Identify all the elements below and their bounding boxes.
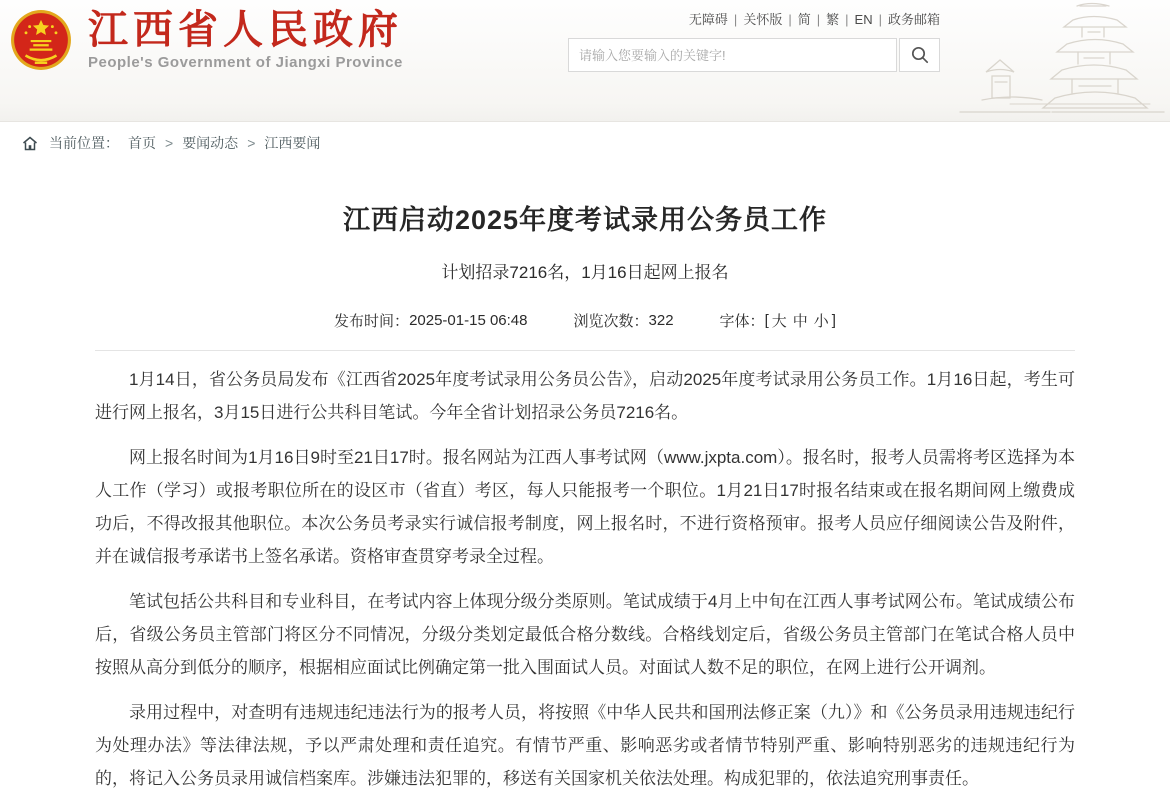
page-subtitle: 计划招录7216名，1月16日起网上报名 <box>441 263 729 282</box>
home-icon <box>22 136 38 151</box>
article-paragraph: 笔试包括公共科目和专业科目，在考试内容上体现分级分类原则。笔试成绩于4月上中旬在江西人事考试网公布。笔试成绩公布后，省级公务员主管部门将区分不同情况，分级分类划定最低合格分数线。合格线划定后，省级公务员主管部门在笔试合格人员中按照从高分到低分的顺序，根据相应面试比例确定第一批入围面试人员。对面试人数不足的职位，在网上进行公开调剂。 <box>95 592 1075 677</box>
breadcrumb-item-home[interactable]: 首页 <box>128 135 156 151</box>
font-size-medium-button[interactable]: 中 <box>790 310 811 331</box>
breadcrumb-item-jiangxi-news: 江西要闻 <box>264 135 321 151</box>
link-separator: | <box>733 12 738 27</box>
article-paragraph: 录用过程中，对查明有违规违纪违法行为的报考人员，将按照《中华人民共和国刑法修正案（九）》和《公务员录用违规违纪行为处理办法》等法律法规，予以严肃处理和责任追究。有情节严重、影响恶劣或者情节特别严重、影响特别恶劣的违规违纪行为的，将记入公务员录用诚信档案库。涉嫌违法犯罪的，移送有关国家机关依法处理。构成犯罪的，依法追究刑事责任。 <box>95 703 1075 788</box>
national-emblem-icon <box>10 9 72 71</box>
font-size-bracket-close: ] <box>831 312 836 329</box>
link-simplified-chinese[interactable]: 简 <box>797 12 811 27</box>
link-care-version[interactable]: 关怀版 <box>743 12 783 27</box>
article-paragraph: 网上报名时间为1月16日9时至21日17时。报名网站为江西人事考试网（www.jxpta.com）。报名时，报考人员需将考区选择为本人工作（学习）或报考职位所在的设区市（省直）考区，每人只能报考一个职位。1月21日17时报名结束或在报名期间网上缴费成功后，不得改报其他职位。本次公务员考录实行诚信报考制度，网上报名时，不进行资格预审。报考人员应仔细阅读公告及附件，并在诚信报考承诺书上签名承诺。资格审查贯穿考录全过程。 <box>95 448 1075 566</box>
font-size-small-button[interactable]: 小 <box>811 310 832 331</box>
link-traditional-chinese[interactable]: 繁 <box>826 12 840 27</box>
views-value: 322 <box>648 312 674 329</box>
font-size-bracket-open: [ <box>764 312 769 329</box>
top-links-nav <box>568 9 940 28</box>
link-separator: | <box>845 12 849 27</box>
publish-time-value: 2025-01-15 06:48 <box>409 312 528 329</box>
site-logo[interactable] <box>10 9 403 71</box>
site-title: 江西省人民政府 <box>88 8 403 52</box>
search-input[interactable] <box>568 38 897 72</box>
breadcrumb-separator: > <box>165 135 174 151</box>
search-button[interactable] <box>899 38 940 72</box>
font-size-label: 字体： <box>719 313 765 330</box>
views-label: 浏览次数： <box>573 313 649 330</box>
link-accessibility[interactable]: 无障碍 <box>688 12 728 27</box>
breadcrumb-label: 当前位置： <box>49 135 119 151</box>
publish-time-label: 发布时间： <box>334 313 410 330</box>
meta-bar <box>95 310 1075 331</box>
article-body <box>95 363 1075 795</box>
pavilion-sketch-illustration <box>952 0 1170 122</box>
link-english[interactable]: EN <box>854 12 873 27</box>
site-subtitle: People's Government of Jiangxi Province <box>88 54 403 71</box>
font-size-large-button[interactable]: 大 <box>769 310 790 331</box>
header <box>0 0 1170 122</box>
search-icon <box>910 45 930 65</box>
breadcrumb-item-news[interactable]: 要闻动态 <box>182 135 239 151</box>
page-title: 江西启动2025年度考试录用公务员工作 <box>342 205 828 235</box>
link-separator: | <box>788 12 792 27</box>
breadcrumb-separator: > <box>247 135 256 151</box>
article-paragraph: 1月14日，省公务员局发布《江西省2025年度考试录用公务员公告》，启动2025年度考试录用公务员工作。1月16日起，考生可进行网上报名，3月15日进行公共科目笔试。今年全省计划招录公务员7216名。 <box>95 370 1075 422</box>
link-gov-mailbox[interactable]: 政务邮箱 <box>887 12 940 27</box>
search-form <box>568 38 940 72</box>
breadcrumb <box>0 122 1170 164</box>
article <box>95 164 1075 795</box>
link-separator: | <box>816 12 821 27</box>
link-separator: | <box>878 12 882 27</box>
title-divider <box>95 350 1075 351</box>
